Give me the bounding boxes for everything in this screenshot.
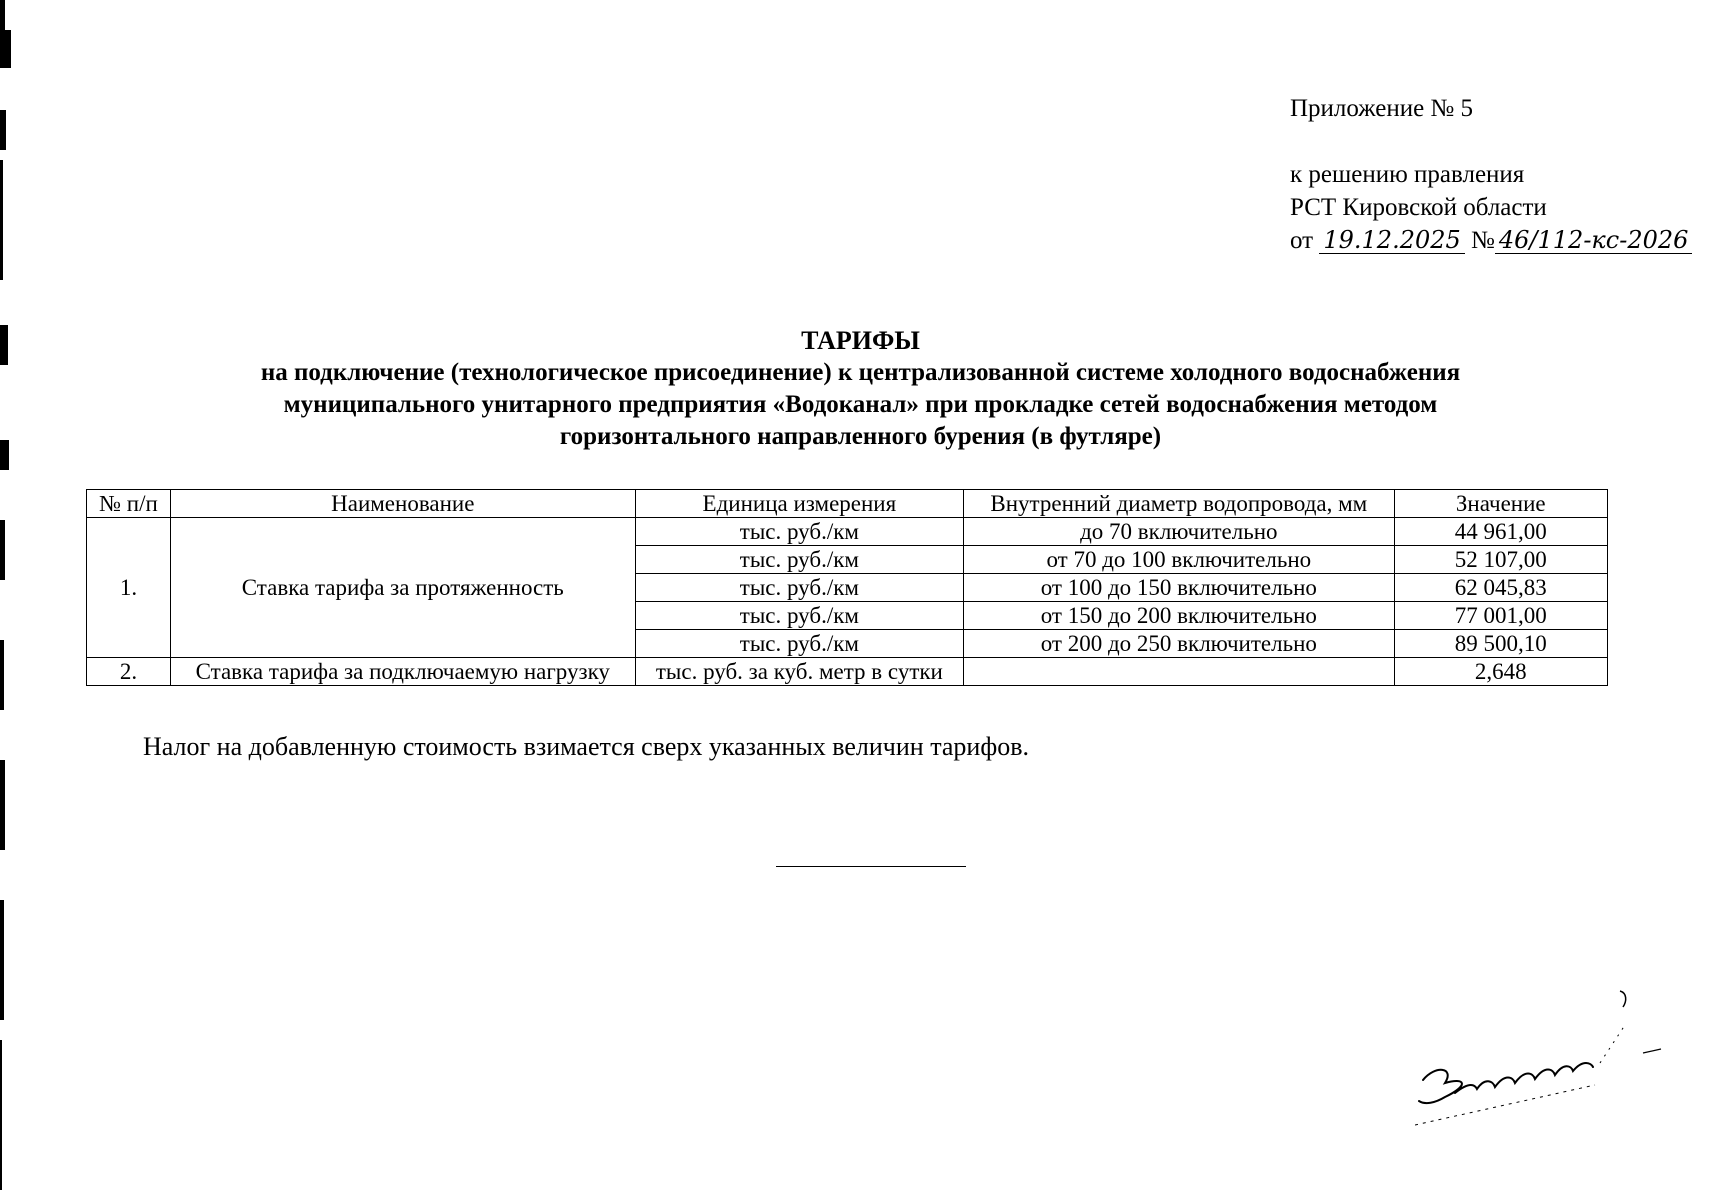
row1-diameter: от 200 до 250 включительно	[964, 630, 1394, 658]
row1-unit: тыс. руб./км	[635, 602, 963, 630]
handwritten-signature	[1415, 985, 1675, 1135]
closing-rule	[776, 866, 966, 867]
appendix-number: Приложение № 5	[1290, 95, 1474, 122]
title-main: ТАРИФЫ	[801, 326, 920, 355]
row1-value: 52 107,00	[1394, 546, 1607, 574]
table-row	[87, 658, 1608, 686]
date-prefix: от	[1290, 227, 1314, 254]
row1-diameter: от 100 до 150 включительно	[964, 574, 1394, 602]
row2-diameter	[964, 658, 1394, 686]
title-line-1: на подключение (технологическое присоединение) к централизованной системе холодного водоснабжения	[260, 359, 1461, 386]
decision-number: 46/112-кс-2026	[1495, 227, 1693, 254]
row2-unit: тыс. руб. за куб. метр в сутки	[635, 658, 963, 686]
header-name: Наименование	[170, 490, 635, 518]
row1-value: 77 001,00	[1394, 602, 1607, 630]
row1-unit: тыс. руб./км	[635, 630, 963, 658]
row1-unit: тыс. руб./км	[635, 518, 963, 546]
row2-value: 2,648	[1394, 658, 1607, 686]
table-header-row	[87, 490, 1608, 518]
decision-date: 19.12.2025	[1319, 227, 1464, 254]
row2-name: Ставка тарифа за подключаемую нагрузку	[170, 658, 635, 686]
row1-diameter: от 70 до 100 включительно	[964, 546, 1394, 574]
number-prefix: №	[1471, 227, 1495, 254]
row1-value: 62 045,83	[1394, 574, 1607, 602]
document-title	[0, 325, 1721, 453]
row1-diameter: до 70 включительно	[964, 518, 1394, 546]
table-row	[87, 518, 1608, 546]
header-value: Значение	[1394, 490, 1607, 518]
vat-note: Налог на добавленную стоимость взимается сверх указанных величин тарифов.	[143, 732, 1029, 761]
title-line-3: горизонтального направленного бурения (в футляре)	[559, 423, 1162, 450]
row1-value: 44 961,00	[1394, 518, 1607, 546]
header-num: № п/п	[87, 490, 171, 518]
row1-diameter: от 150 до 200 включительно	[964, 602, 1394, 630]
row1-num: 1.	[87, 518, 171, 658]
scan-edge	[0, 0, 14, 1200]
title-line-2: муниципального унитарного предприятия «Водоканал» при прокладке сетей водоснабжения методом	[283, 391, 1438, 418]
header-unit: Единица измерения	[635, 490, 963, 518]
tariffs-table	[86, 489, 1608, 686]
appendix-block	[1290, 92, 1692, 257]
row1-unit: тыс. руб./км	[635, 574, 963, 602]
appendix-date-line	[1290, 224, 1692, 257]
row1-unit: тыс. руб./км	[635, 546, 963, 574]
appendix-decision: к решению правления	[1290, 161, 1525, 188]
row1-value: 89 500,10	[1394, 630, 1607, 658]
row2-num: 2.	[87, 658, 171, 686]
header-diameter: Внутренний диаметр водопровода, мм	[964, 490, 1394, 518]
row1-name: Ставка тарифа за протяженность	[170, 518, 635, 658]
appendix-authority: РСТ Кировской области	[1290, 194, 1547, 221]
